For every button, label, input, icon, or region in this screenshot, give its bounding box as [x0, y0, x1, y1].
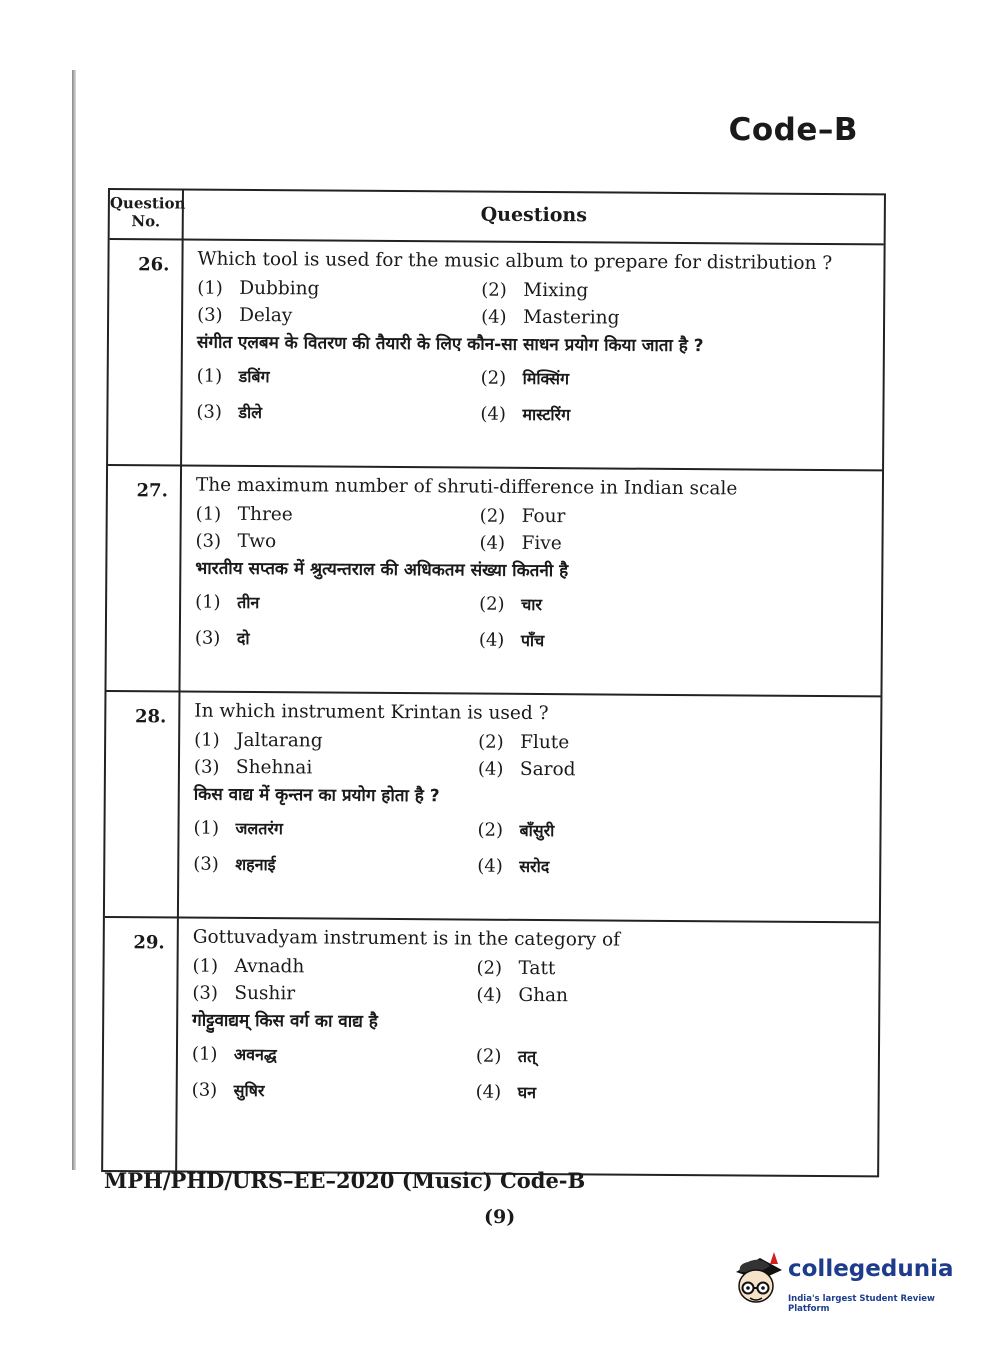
- option-number: (3): [193, 853, 219, 875]
- option-english: [479, 533, 881, 557]
- option-english: [478, 759, 880, 783]
- option-text: Ghan: [518, 984, 569, 1007]
- option-number: (1): [195, 591, 221, 613]
- option-number: (4): [476, 984, 502, 1006]
- options-hindi: [192, 1043, 878, 1106]
- option-text: Tatt: [518, 957, 556, 980]
- question-body: [177, 919, 879, 1176]
- option-hindi: [193, 817, 477, 841]
- option-number: (4): [481, 306, 507, 328]
- option-number: (1): [195, 503, 222, 525]
- option-number: (3): [193, 756, 220, 778]
- option-number: (2): [479, 505, 506, 527]
- option-hindi: [476, 1045, 878, 1070]
- option-number: (4): [477, 758, 504, 780]
- option-english: [195, 531, 479, 554]
- option-number: (2): [476, 957, 503, 979]
- option-number: (1): [194, 729, 220, 751]
- option-english: [476, 985, 878, 1009]
- table-header: [110, 190, 884, 245]
- student-mascot-icon: [730, 1250, 784, 1314]
- option-text: तीन: [237, 592, 260, 613]
- option-hindi: [479, 629, 881, 654]
- question-row: [106, 466, 882, 697]
- option-hindi: [479, 593, 881, 618]
- option-english: [194, 757, 478, 780]
- option-text: Dubbing: [239, 277, 320, 300]
- option-text: Mastering: [523, 306, 620, 329]
- brand-tagline: India's largest Student Review Platform: [788, 1294, 935, 1314]
- option-number: (1): [191, 1043, 218, 1065]
- options-hindi: [196, 365, 882, 428]
- question-text-english: The maximum number of shruti-difference in Indian scale: [195, 474, 738, 500]
- question-text-english: Gottuvadyam instrument is in the category of: [192, 926, 621, 951]
- header-question-no: [110, 190, 184, 239]
- question-text-hindi: किस वाद्य में कृन्तन का प्रयोग होता है ?: [193, 784, 440, 807]
- option-text: Sarod: [519, 758, 576, 781]
- option-number: (1): [196, 365, 223, 387]
- option-hindi: [477, 855, 879, 880]
- option-text: सुषिर: [233, 1080, 265, 1101]
- option-hindi: [195, 591, 479, 615]
- option-number: (2): [475, 1045, 502, 1067]
- option-number: (2): [479, 593, 505, 615]
- header-question-label: Question: [109, 194, 186, 213]
- option-number: (2): [481, 279, 507, 301]
- paper-code-title: Code–B: [728, 112, 858, 148]
- option-english: [197, 305, 481, 328]
- footer-paper-code: MPH/PHD/URS–EE–2020 (Music) Code-B: [104, 1168, 586, 1193]
- option-hindi: [481, 367, 883, 392]
- question-row: [103, 918, 879, 1175]
- option-number: (2): [478, 731, 504, 753]
- option-number: (4): [479, 532, 506, 554]
- question-text-english: In which instrument Krintan is used ?: [194, 700, 549, 725]
- option-hindi: [195, 627, 479, 651]
- option-number: (4): [475, 1081, 502, 1103]
- option-hindi: [193, 853, 477, 877]
- option-hindi: [476, 1081, 878, 1106]
- question-row: [108, 240, 884, 471]
- option-hindi: [192, 1043, 476, 1067]
- question-text-hindi: गोट्टुवाद्यम् किस वर्ग का वाद्य है: [192, 1010, 378, 1032]
- header-no-label: No.: [131, 212, 161, 231]
- option-text: जलतरंग: [235, 818, 284, 839]
- question-body: [182, 241, 884, 470]
- options-english: [197, 278, 883, 331]
- option-text: Delay: [239, 304, 293, 327]
- option-text: डबिंग: [238, 366, 270, 387]
- option-text: Mixing: [523, 279, 589, 302]
- option-text: Flute: [520, 731, 570, 754]
- option-text: Sushir: [234, 982, 296, 1005]
- option-hindi: [192, 1079, 476, 1103]
- option-english: [481, 307, 883, 331]
- question-text-hindi: संगीत एलबम के वितरण की तैयारी के लिए कौन-सा साधन प्रयोग किया जाता है ?: [196, 332, 704, 357]
- option-text: Four: [521, 505, 566, 528]
- question-text-hindi: भारतीय सप्तक में श्रुत्यन्तराल की अधिकतम संख्या कितनी है: [195, 558, 569, 582]
- options-english: [192, 956, 878, 1009]
- option-number: (1): [192, 955, 219, 977]
- option-text: मास्टरिंग: [522, 404, 571, 425]
- option-english: [481, 280, 883, 304]
- option-text: मिक्सिंग: [522, 368, 570, 389]
- options-english: [194, 730, 880, 783]
- option-number: (2): [477, 819, 504, 841]
- option-hindi: [196, 401, 480, 425]
- questions-table: [101, 188, 886, 1177]
- collegedunia-watermark: [730, 1250, 960, 1320]
- option-text: Two: [237, 530, 277, 553]
- header-questions: Questions: [480, 203, 588, 227]
- option-text: अवनद्ध: [233, 1044, 277, 1065]
- question-text-english: Which tool is used for the music album to prepare for distribution ?: [197, 248, 833, 275]
- options-hindi: [195, 591, 881, 654]
- option-text: तत्: [517, 1046, 537, 1067]
- question-number: 29.: [103, 918, 179, 1171]
- option-number: (3): [192, 982, 218, 1004]
- question-number: 26.: [108, 240, 184, 465]
- option-english: [476, 958, 878, 982]
- option-english: [192, 983, 476, 1006]
- option-text: Jaltarang: [236, 729, 323, 752]
- brand-name: collegedunia: [788, 1256, 954, 1282]
- option-english: [197, 278, 481, 301]
- option-text: Shehnai: [235, 756, 313, 779]
- option-number: (1): [197, 277, 223, 299]
- option-number: (3): [197, 304, 223, 326]
- option-hindi: [477, 819, 879, 844]
- option-text: सरोद: [519, 856, 550, 877]
- option-english: [480, 506, 882, 530]
- option-hindi: [197, 365, 481, 389]
- option-text: घन: [517, 1082, 537, 1103]
- option-text: बाँसुरी: [519, 820, 555, 841]
- option-number: (3): [191, 1079, 218, 1101]
- option-hindi: [480, 403, 882, 428]
- option-text: चार: [521, 594, 543, 615]
- option-text: दो: [236, 628, 250, 648]
- option-english: [196, 504, 480, 527]
- option-number: (2): [480, 367, 507, 389]
- option-number: (3): [196, 401, 223, 423]
- option-text: पाँच: [520, 630, 545, 651]
- option-english: [192, 956, 476, 979]
- option-english: [478, 732, 880, 756]
- options-hindi: [193, 817, 879, 880]
- options-english: [195, 504, 881, 557]
- option-text: शहनाई: [235, 854, 276, 875]
- page-number: (9): [484, 1206, 516, 1228]
- option-text: डीले: [238, 402, 263, 423]
- question-number: 27.: [106, 466, 182, 691]
- question-body: [179, 693, 881, 922]
- question-body: [180, 467, 882, 696]
- option-english: [194, 730, 478, 753]
- option-number: (4): [480, 403, 507, 425]
- option-text: Five: [521, 532, 562, 555]
- option-text: Three: [237, 503, 293, 526]
- question-row: [105, 692, 881, 923]
- option-number: (3): [195, 530, 222, 552]
- option-number: (3): [194, 627, 221, 649]
- option-number: (4): [478, 629, 505, 651]
- question-number: 28.: [105, 692, 181, 917]
- page-binding-edge: [72, 70, 76, 1170]
- option-number: (1): [193, 817, 220, 839]
- option-number: (4): [477, 855, 503, 877]
- option-text: Avnadh: [234, 955, 305, 978]
